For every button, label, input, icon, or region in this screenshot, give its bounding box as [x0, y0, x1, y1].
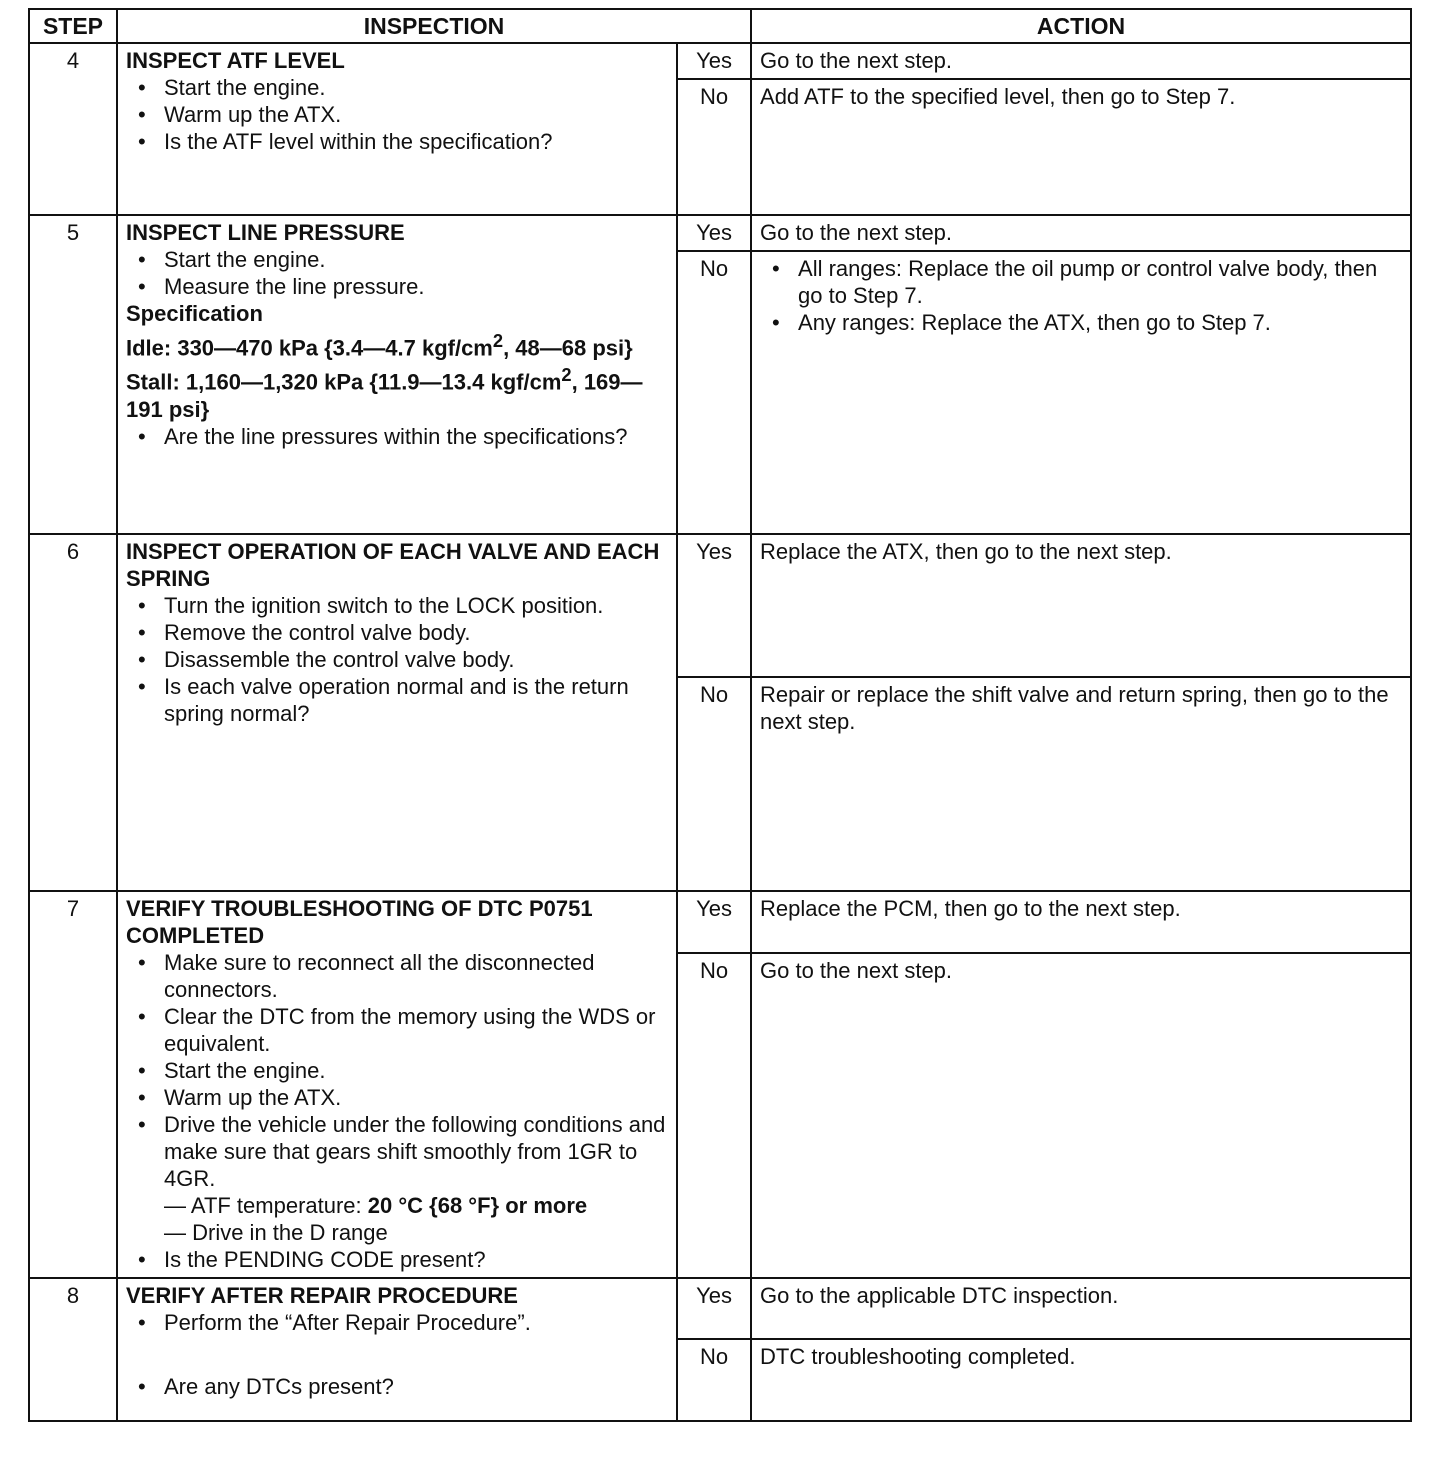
yes-label: Yes [677, 891, 751, 953]
condition-temperature [164, 1192, 670, 1219]
yes-action: Replace the ATX, then go to the next step. [751, 534, 1411, 677]
header-inspection: INSPECTION [117, 9, 751, 43]
bullet-item: • Are any DTCs present? [164, 1373, 670, 1400]
bullet-list [126, 1246, 670, 1273]
bullet-item: • Warm up the ATX. [164, 1084, 670, 1111]
condition-label: — ATF temperature: [164, 1193, 368, 1218]
troubleshooting-table [28, 8, 1412, 1422]
superscript: 2 [561, 364, 572, 386]
yes-label: Yes [677, 215, 751, 251]
no-action: Go to the next step. [751, 953, 1411, 1278]
step-title: VERIFY TROUBLESHOOTING OF DTC P0751 COMPLETED [126, 896, 593, 948]
bullet-item: • Start the engine. [164, 246, 670, 273]
yes-action: Go to the next step. [751, 215, 1411, 251]
bullet-item: • Start the engine. [164, 1057, 670, 1084]
bullet-item: • Clear the DTC from the memory using the WDS or equivalent. [164, 1003, 670, 1057]
bullet-item: • Warm up the ATX. [164, 101, 670, 128]
step-title: INSPECT OPERATION OF EACH VALVE AND EACH SPRING [126, 539, 660, 591]
bullet-list [126, 1309, 670, 1336]
bullet-item: • Disassemble the control valve body. [164, 646, 670, 673]
spec-stall-tail: , 169—191 psi} [126, 369, 643, 422]
spec-idle-tail: , 48—68 psi} [503, 335, 633, 361]
step-4-inspection [117, 43, 677, 215]
step-6-inspection [117, 534, 677, 891]
step-7-inspection [117, 891, 677, 1278]
bullet-list [126, 423, 670, 450]
bullet-item: • Perform the “After Repair Procedure”. [164, 1309, 670, 1336]
spec-idle [126, 327, 670, 361]
bullet-item: • Any ranges: Replace the ATX, then go to Step 7. [798, 309, 1404, 336]
step-number: 4 [29, 43, 117, 215]
spec-label: Specification [126, 301, 263, 326]
step-8-yes-row [29, 1278, 1411, 1339]
spec-idle-text: Idle: 330—470 kPa {3.4—4.7 kgf/cm [126, 335, 493, 361]
yes-label: Yes [677, 534, 751, 677]
header-row [29, 9, 1411, 43]
spec-stall-text: Stall: 1,160—1,320 kPa {11.9—13.4 kgf/cm [126, 369, 562, 395]
step-title: VERIFY AFTER REPAIR PROCEDURE [126, 1283, 518, 1308]
yes-label: Yes [677, 1278, 751, 1339]
bullet-item: • Is each valve operation normal and is the return spring normal? [164, 673, 670, 727]
step-8-inspection [117, 1278, 677, 1421]
condition-value: 20 °C {68 °F} or more [367, 1193, 588, 1218]
step-5-inspection [117, 215, 677, 534]
step-title: INSPECT LINE PRESSURE [126, 220, 405, 245]
step-5-yes-row [29, 215, 1411, 251]
step-number: 5 [29, 215, 117, 534]
no-label: No [677, 953, 751, 1278]
no-action [751, 251, 1411, 534]
bullet-item: • Turn the ignition switch to the LOCK position. [164, 592, 670, 619]
step-4-yes-row [29, 43, 1411, 79]
step-title: INSPECT ATF LEVEL [126, 48, 345, 73]
step-number: 8 [29, 1278, 117, 1421]
bullet-list [126, 592, 670, 727]
no-label: No [677, 79, 751, 215]
step-6-yes-row [29, 534, 1411, 677]
bullet-list [126, 949, 670, 1192]
bullet-item: • Is the PENDING CODE present? [164, 1246, 670, 1273]
yes-action: Go to the next step. [751, 43, 1411, 79]
step-7-yes-row [29, 891, 1411, 953]
bullet-list [126, 74, 670, 155]
no-label: No [677, 251, 751, 534]
step-number: 6 [29, 534, 117, 891]
bullet-item: • Remove the control valve body. [164, 619, 670, 646]
bullet-list [760, 255, 1404, 336]
bullet-item: • Are the line pressures within the specifications? [164, 423, 670, 450]
bullet-item: • Make sure to reconnect all the disconnected connectors. [164, 949, 670, 1003]
no-action: Add ATF to the specified level, then go to Step 7. [751, 79, 1411, 215]
bullet-item: • All ranges: Replace the oil pump or control valve body, then go to Step 7. [798, 255, 1404, 309]
condition-range: — Drive in the D range [164, 1220, 388, 1245]
no-label: No [677, 677, 751, 891]
bullet-list [126, 246, 670, 300]
yes-action: Go to the applicable DTC inspection. [751, 1278, 1411, 1339]
no-action: DTC troubleshooting completed. [751, 1339, 1411, 1421]
step-number: 7 [29, 891, 117, 1278]
spec-stall [126, 361, 670, 422]
bullet-item: • Drive the vehicle under the following conditions and make sure that gears shift smoothly from 1GR to 4GR. [164, 1111, 670, 1192]
superscript: 2 [492, 330, 504, 351]
yes-action: Replace the PCM, then go to the next step. [751, 891, 1411, 953]
no-label: No [677, 1339, 751, 1421]
header-action: ACTION [751, 9, 1411, 43]
header-step: STEP [29, 9, 117, 43]
spacer [126, 1336, 670, 1373]
bullet-item: • Measure the line pressure. [164, 273, 670, 300]
bullet-item: • Start the engine. [164, 74, 670, 101]
bullet-list [126, 1373, 670, 1400]
no-action: Repair or replace the shift valve and return spring, then go to the next step. [751, 677, 1411, 891]
bullet-item: • Is the ATF level within the specification? [164, 128, 670, 155]
yes-label: Yes [677, 43, 751, 79]
